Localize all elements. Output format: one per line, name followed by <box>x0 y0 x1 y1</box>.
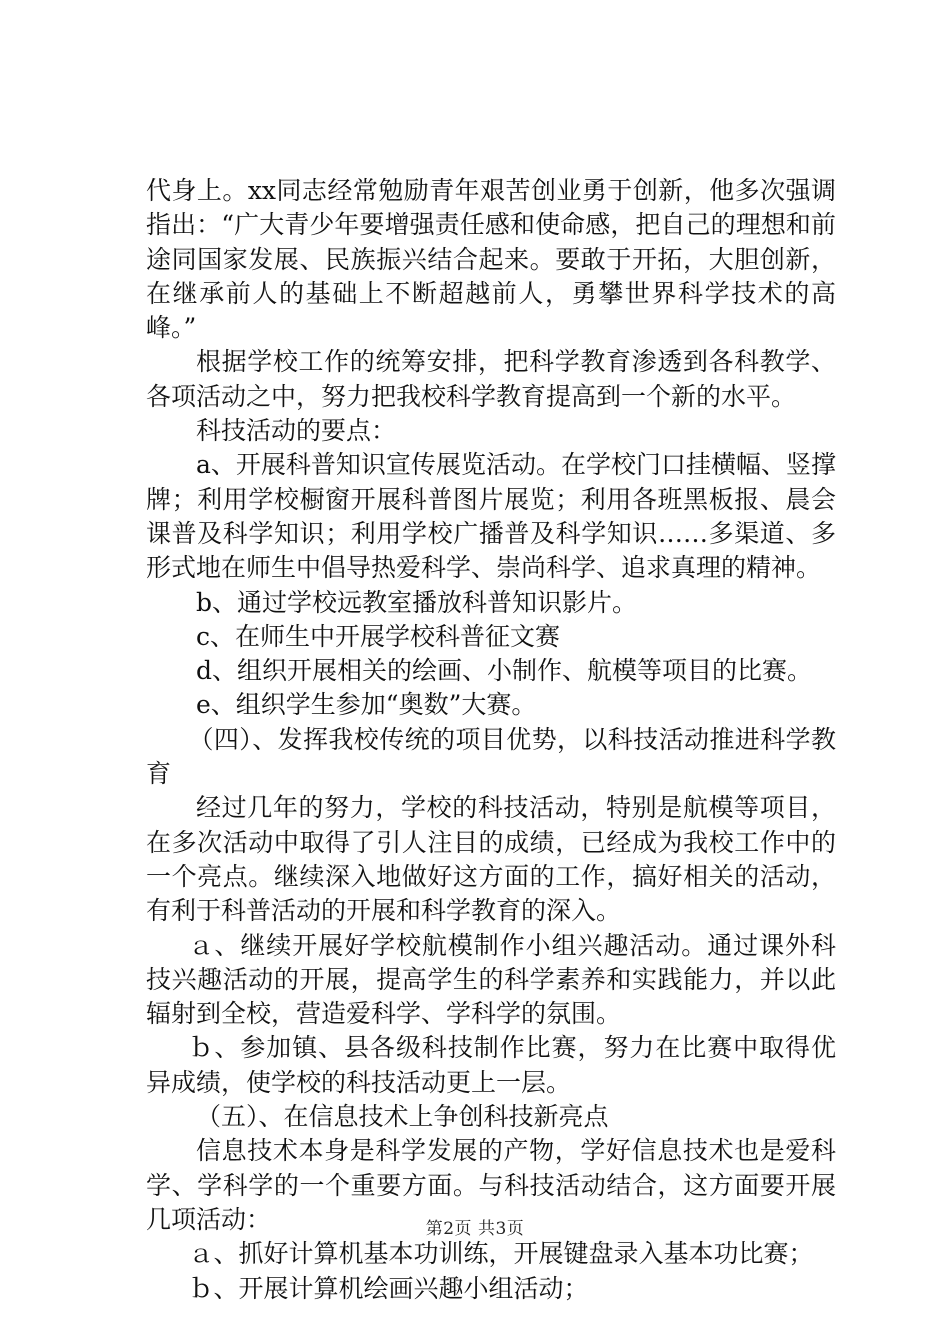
paragraph-continuation: 代身上。xx同志经常勉励青年艰苦创业勇于创新，他多次强调指出：“广大青少年要增强责任感和使命感，把自己的理想和前途同国家发展、民族振兴结合起来。要敢于开拓，大胆创新，在继承前人的基础上不断超越前人，勇攀世界科学技术的高峰。” <box>146 176 836 343</box>
list-item-a-keyboard-contest: ａ、抓好计算机基本功训练，开展键盘录入基本功比赛； <box>188 1239 814 1269</box>
list-item-b-films: b、通过学校远教室播放科普知识影片。 <box>196 587 638 617</box>
list-item-a-model-group: ａ、继续开展好学校航模制作小组兴趣活动。通过课外科技兴趣活动的开展，提高学生的科学素养和实践能力，并以此辐射到全校，营造爱科学、学科学的氛围。 <box>146 930 836 1029</box>
section-heading-five: （五）、在信息技术上争创科技新亮点 <box>196 1102 609 1132</box>
list-item-b-computer-drawing: ｂ、开展计算机绘画兴趣小组活动； <box>188 1273 589 1303</box>
list-item-b-county-competition: ｂ、参加镇、县各级科技制作比赛，努力在比赛中取得优异成绩，使学校的科技活动更上一层。 <box>146 1033 836 1097</box>
paragraph-activity-points-heading: 科技活动的要点： <box>196 416 397 446</box>
page-footer: 第2页 共3页 <box>425 1219 525 1239</box>
list-item-d-competition: d、组织开展相关的绘画、小制作、航模等项目的比赛。 <box>196 656 813 686</box>
document-body <box>146 174 836 1306</box>
paragraph-information-technology: 信息技术本身是科学发展的产物，学好信息技术也是爱科学、学科学的一个重要方面。与科技活动结合，这方面要开展几项活动： <box>146 1136 836 1234</box>
list-item-c-essay: c、在师生中开展学校科普征文赛 <box>196 621 561 651</box>
paragraph-achievements: 经过几年的努力，学校的科技活动，特别是航模等项目，在多次活动中取得了引人注目的成绩，已经成为我校工作中的一个亮点。继续深入地做好这方面的工作，搞好相关的活动，有利于科普活动的开展和科学教育的深入。 <box>146 793 836 926</box>
section-heading-four: （四）、发挥我校传统的项目优势，以科技活动推进科学教育 <box>146 724 836 789</box>
list-item-a-exhibition: a、开展科普知识宣传展览活动。在学校门口挂横幅、竖撑牌；利用学校橱窗开展科普图片展览；利用各班黑板报、晨会课普及科学知识；利用学校广播普及科学知识……多渠道、多形式地在师生中倡导热爱科学、崇尚科学、追求真理的精神。 <box>146 450 836 583</box>
list-item-e-olympiad: e、组织学生参加“奥数”大赛。 <box>196 690 537 720</box>
paragraph-arrangement: 根据学校工作的统筹安排，把科学教育渗透到各科教学、各项活动之中，努力把我校科学教育提高到一个新的水平。 <box>146 347 836 411</box>
